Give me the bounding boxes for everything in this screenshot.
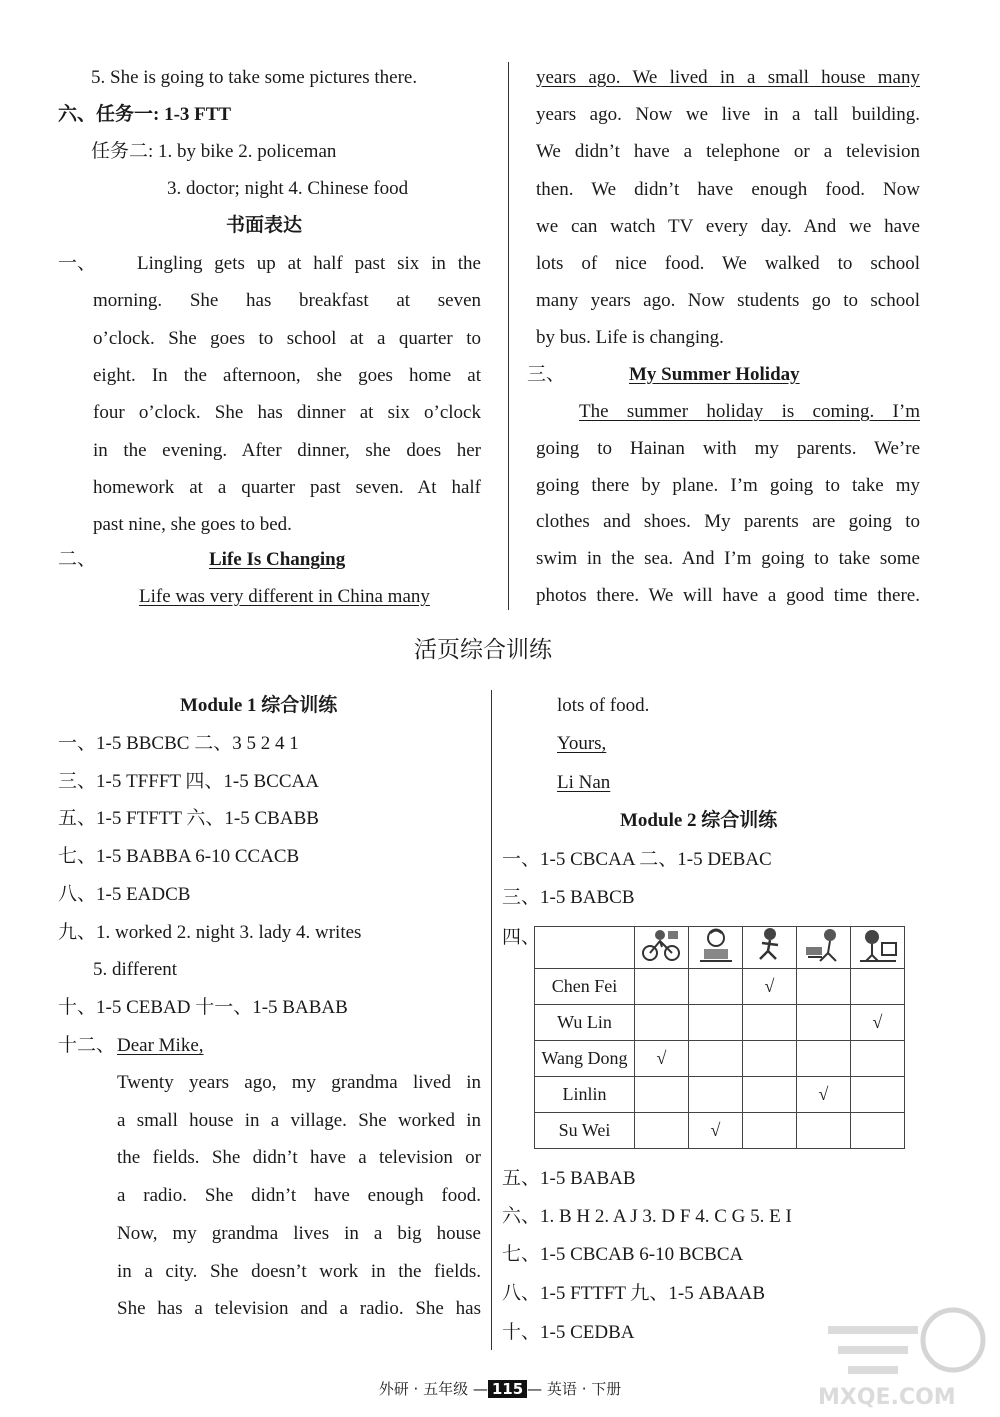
check-mark: √ [689,1113,743,1149]
essay-1-line: eight. In the afternoon, she goes home at [93,364,481,386]
table-cell [689,1005,743,1041]
essay-2-line: We didn’t have a telephone or a television [536,141,920,163]
table-cell [851,969,905,1005]
table-row [535,1005,905,1041]
essay-1-line: Lingling gets up at half past six in the [137,253,481,274]
table-cell [851,1113,905,1149]
essay-3-line: The summer holiday is coming. I’m [579,401,920,422]
essay-2-line: lots of nice food. We walked to school [536,253,920,274]
check-mark: √ [743,969,797,1005]
page-footer [0,1378,1000,1399]
essay-1-line: homework at a quarter past seven. At half [93,476,481,498]
table-name-cell: Wang Dong [535,1041,635,1077]
table-row [535,1077,905,1113]
table-cell [635,1077,689,1113]
answer-row: 八、1-5 FTTFT 九、1-5 ABAAB [502,1283,766,1304]
module-1-title: Module 1 综合训练 [180,695,338,716]
essay-3-line: going there by plane. I’m going to take my [536,474,920,496]
activity-table [534,926,905,1149]
table-cell [797,1041,851,1077]
essay-2-line: many years ago. Now students go to school [536,290,920,312]
letter-line: in a city. She doesn’t work in the fields. [117,1260,481,1282]
table-cell [743,1005,797,1041]
module-2-title: Module 2 综合训练 [620,810,778,831]
essay-1-line: four o’clock. She has dinner at six o’clock [93,402,481,424]
table-name-cell: Chen Fei [535,969,635,1005]
table-cell [743,1113,797,1149]
answer-row: 五、1-5 BABAB [502,1168,636,1189]
essay-1-line: in the evening. After dinner, she does her [93,439,481,461]
sec1-number: 一、 [58,253,97,274]
sec2-number: 二、 [58,549,97,570]
table-cell [635,1113,689,1149]
pic-running-icon [743,927,797,969]
table-row [535,1041,905,1077]
essay-3-line: swim in the sea. And I’m going to take some [536,548,920,570]
table-cell [851,1077,905,1113]
answer-row: 九、1. worked 2. night 3. lady 4. writes [58,921,362,943]
essay-3-title: My Summer Holiday [629,364,800,385]
essay-1-line: morning. She has breakfast at seven [93,290,481,312]
answer-row: 六、1. B H 2. A J 3. D F 4. C G 5. E I [502,1206,792,1227]
essay-2-title: Life Is Changing [209,549,346,570]
table-cell [743,1041,797,1077]
answer-row: 十、1-5 CEBAD 十一、1-5 BABAB [58,996,348,1018]
answer-row: 5. different [93,959,178,981]
answer-row: 三、1-5 BABCB [502,887,635,908]
essay-2-line: by bus. Life is changing. [536,327,724,349]
letter-signature: Li Nan [557,772,611,793]
task-two-line-b: 3. doctor; night 4. Chinese food [167,178,409,199]
table-number: 四、 [502,927,541,948]
answer-row: 七、1-5 BABBA 6-10 CCACB [58,846,300,868]
table-name-cell: Su Wei [535,1113,635,1149]
essay-2-line: years ago. We lived in a small house many [536,67,920,88]
answer-line-5: 5. She is going to take some pictures there. [91,67,418,88]
letter-closing: Yours, [557,733,607,754]
letter-greeting: Dear Mike, [117,1035,204,1056]
table-cell [689,969,743,1005]
column-divider-top [508,62,509,610]
table-corner [535,927,635,969]
check-mark: √ [797,1077,851,1113]
letter-continuation: lots of food. [557,695,650,716]
pic-tv-icon [851,927,905,969]
written-expression-heading: 书面表达 [226,214,303,236]
table-cell [635,969,689,1005]
answer-row: 一、1-5 BBCBC 二、3 5 2 4 1 [58,733,299,754]
table-cell [689,1041,743,1077]
page-number: 115 [488,1380,527,1398]
letter-line: Now, my grandma lives in a big house [117,1222,481,1244]
essay-1-line: o’clock. She goes to school at a quarter to [93,327,481,349]
essay-1-line: past nine, she goes to bed. [93,514,292,536]
sec3-number: 三、 [527,364,566,385]
table-name-cell: Linlin [535,1077,635,1113]
answer-row: 七、1-5 CBCAB 6-10 BCBCA [502,1244,744,1265]
table-cell [851,1041,905,1077]
pic-cooking-icon [797,927,851,969]
table-cell [797,969,851,1005]
footer-left: 外研 · 五年级 — [378,1380,488,1398]
answer-row: 五、1-5 FTFTT 六、1-5 CBABB [58,808,319,830]
table-cell [689,1077,743,1113]
table-header-row [535,927,905,969]
letter-line: Twenty years ago, my grandma lived in [117,1072,481,1093]
table-row [535,969,905,1005]
check-mark: √ [851,1005,905,1041]
table-row [535,1113,905,1149]
table-cell [797,1005,851,1041]
footer-right: — 英语 · 下册 [527,1380,622,1398]
letter-line: the fields. She didn’t have a television or [117,1147,481,1169]
essay-3-line: going to Hainan with my parents. We’re [536,437,920,459]
answer-row: 一、1-5 CBCAA 二、1-5 DEBAC [502,849,772,870]
essay-2-line: we can watch TV every day. And we have [536,215,920,237]
essay-2-line: then. We didn’t have enough food. Now [536,178,920,200]
table-name-cell: Wu Lin [535,1005,635,1041]
letter-line: a small house in a village. She worked in [117,1109,481,1131]
section-title: 活页综合训练 [414,637,552,663]
answer-row: 八、1-5 EADCB [58,883,191,905]
answer-row: 十、1-5 CEDBA [502,1322,635,1343]
pic-bike-icon [635,927,689,969]
essay-2-line: years ago. Now we live in a tall building. [536,104,920,126]
task-one-line: 六、任务一: 1-3 FTT [58,104,232,125]
pic-reading-icon [689,927,743,969]
answer-row: 三、1-5 TFFFT 四、1-5 BCCAA [58,770,319,792]
column-divider-bottom [491,690,492,1350]
letter-line: a radio. She didn’t have enough food. [117,1185,481,1207]
letter-line: She has a television and a radio. She has [117,1298,481,1320]
svg-text:MXQE.COM: MXQE.COM [818,1385,956,1410]
task-two-line: 任务二: 1. by bike 2. policeman [91,141,337,162]
table-cell [635,1005,689,1041]
letter-number: 十二、 [58,1035,116,1056]
essay-2-first-line: Life was very different in China many [139,586,430,607]
table-cell [797,1113,851,1149]
table-cell [743,1077,797,1113]
essay-3-line: photos there. We will have a good time there. [536,585,920,606]
check-mark: √ [635,1041,689,1077]
essay-3-line: clothes and shoes. My parents are going to [536,511,920,533]
